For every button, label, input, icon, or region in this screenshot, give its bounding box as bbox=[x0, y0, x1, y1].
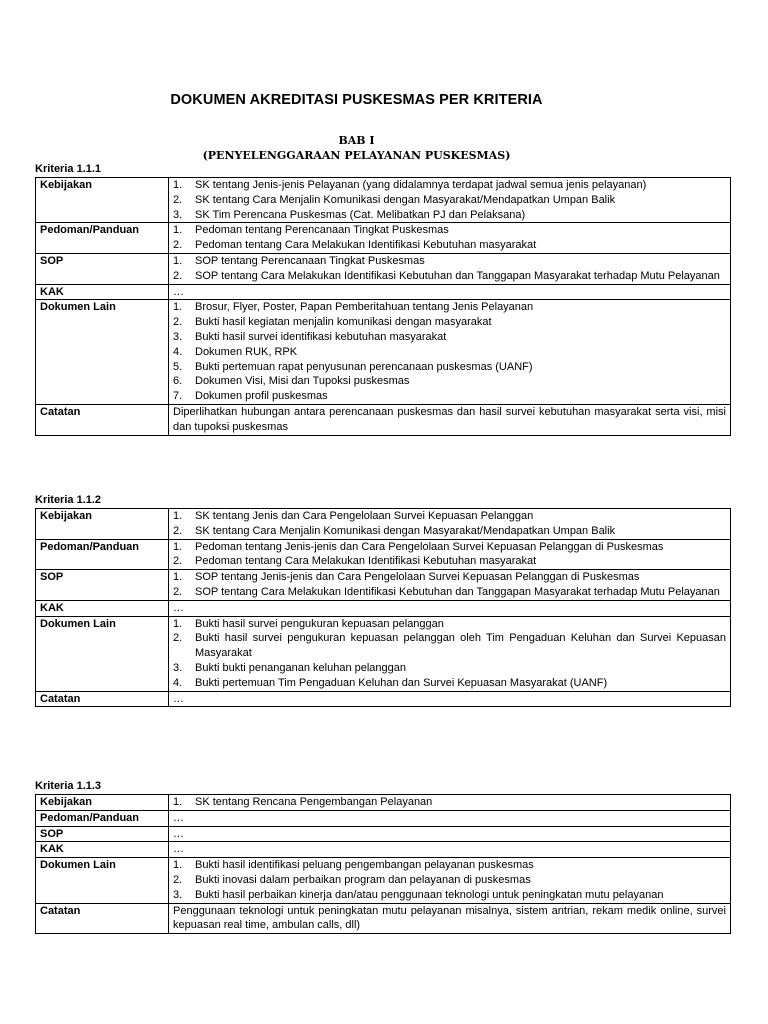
list-number: 2. bbox=[173, 555, 183, 568]
list-item bbox=[173, 178, 726, 193]
list-item bbox=[173, 631, 726, 661]
list-number: 1. bbox=[173, 859, 183, 872]
list-number: 3. bbox=[173, 661, 183, 674]
kriteria-section-1-1-2 bbox=[35, 493, 731, 707]
list-item-text: Bukti hasil identifikasi peluang pengembangan pelayanan puskesmas bbox=[195, 859, 534, 872]
list-item-text: Pedoman tentang Cara Melakukan Identifikasi Kebutuhan masyarakat bbox=[195, 239, 537, 252]
row-content bbox=[169, 826, 731, 842]
row-label: KAK bbox=[36, 842, 169, 858]
list-item bbox=[173, 208, 726, 223]
criteria-table bbox=[35, 794, 731, 934]
row-content bbox=[169, 691, 731, 707]
chapter-label: BAB I bbox=[338, 134, 375, 147]
row-pedoman-panduan bbox=[36, 539, 731, 570]
row-label: KAK bbox=[36, 284, 169, 300]
row-content bbox=[169, 509, 731, 540]
list-item-text: SK tentang Cara Menjalin Komunikasi dengan Masyarakat/Mendapatkan Umpan Balik bbox=[195, 193, 616, 206]
row-content bbox=[169, 300, 731, 405]
row-kak bbox=[36, 600, 731, 616]
list-number: 2. bbox=[173, 239, 183, 252]
row-label: Pedoman/Panduan bbox=[36, 539, 169, 570]
list-item bbox=[173, 345, 726, 360]
list-item bbox=[173, 524, 726, 539]
list-number: 4. bbox=[173, 676, 183, 689]
row-content bbox=[169, 842, 731, 858]
row-text: … bbox=[173, 827, 184, 840]
list-item-text: Pedoman tentang Jenis-jenis dan Cara Pengelolaan Survei Kepuasan Pelanggan di Puskesmas bbox=[195, 540, 664, 553]
document-list bbox=[173, 617, 726, 691]
list-number: 2. bbox=[173, 316, 183, 329]
list-number: 2. bbox=[173, 632, 183, 645]
list-item-text: SOP tentang Cara Melakukan Identifikasi Kebutuhan dan Tanggapan Masyarakat terhadap Mutu Pelayanan bbox=[195, 585, 720, 598]
chapter-subtitle: (PENYELENGGARAAN PELAYANAN PUSKESMAS) bbox=[202, 149, 511, 162]
list-item bbox=[173, 888, 726, 903]
list-item-text: Bukti pertemuan rapat penyusunan perencanaan puskesmas (UANF) bbox=[195, 360, 533, 373]
list-item bbox=[173, 617, 726, 632]
kriteria-label: Kriteria 1.1.3 bbox=[35, 780, 102, 792]
list-item-text: Dokumen profil puskesmas bbox=[195, 390, 328, 403]
list-number: 3. bbox=[173, 888, 183, 901]
list-item-text: Pedoman tentang Perencanaan Tingkat Puskesmas bbox=[195, 224, 449, 237]
document-list bbox=[173, 795, 726, 810]
row-text: Penggunaan teknologi untuk peningkatan mutu pelayanan misalnya, sistem antrian, rekam medik online, survei kepuasan real time, ambulan calls, dll) bbox=[173, 904, 726, 932]
row-text: … bbox=[173, 601, 184, 614]
document-list bbox=[173, 254, 726, 284]
list-number: 1. bbox=[173, 301, 183, 314]
list-number: 1. bbox=[173, 510, 183, 522]
list-item bbox=[173, 585, 726, 600]
list-number: 2. bbox=[173, 873, 183, 886]
criteria-table bbox=[35, 177, 731, 436]
list-item-text: SK tentang Jenis dan Cara Pengelolaan Survei Kepuasan Pelanggan bbox=[195, 510, 534, 522]
document-list bbox=[173, 570, 726, 600]
list-number: 1. bbox=[173, 254, 183, 267]
chapter-heading bbox=[0, 133, 713, 163]
list-item bbox=[173, 360, 726, 375]
list-item bbox=[173, 254, 726, 269]
row-dokumen-lain bbox=[36, 858, 731, 903]
list-item-text: Bukti inovasi dalam perbaikan program dan pelayanan di puskesmas bbox=[195, 873, 531, 886]
list-item-text: SOP tentang Jenis-jenis dan Cara Pengelolaan Survei Kepuasan Pelanggan di Puskesmas bbox=[195, 571, 640, 584]
list-item bbox=[173, 676, 726, 691]
list-item bbox=[173, 570, 726, 585]
list-item bbox=[173, 873, 726, 888]
kriteria-section-1-1-3 bbox=[35, 779, 731, 934]
list-item bbox=[173, 389, 726, 404]
row-content bbox=[169, 600, 731, 616]
list-item-text: SK tentang Jenis-jenis Pelayanan (yang didalamnya terdapat jadwal semua jenis pelayanan) bbox=[195, 179, 647, 191]
row-content bbox=[169, 795, 731, 811]
row-label: Catatan bbox=[36, 903, 169, 934]
list-item bbox=[173, 858, 726, 873]
list-number: 2. bbox=[173, 193, 183, 206]
kriteria-label: Kriteria 1.1.2 bbox=[35, 494, 102, 506]
row-kak bbox=[36, 284, 731, 300]
row-label: Dokumen Lain bbox=[36, 616, 169, 691]
list-number: 7. bbox=[173, 390, 183, 403]
list-number: 1. bbox=[173, 796, 183, 808]
list-item bbox=[173, 238, 726, 253]
list-number: 2. bbox=[173, 524, 183, 537]
row-content bbox=[169, 810, 731, 826]
list-item bbox=[173, 300, 726, 315]
row-pedoman-panduan bbox=[36, 223, 731, 254]
row-text: Diperlihatkan hubungan antara perencanaan puskesmas dan hasil survei kebutuhan masyarakat serta visi, misi dan tupoksi puskesmas bbox=[173, 405, 726, 433]
row-sop bbox=[36, 826, 731, 842]
document-list bbox=[173, 223, 726, 253]
list-item-text: Bukti hasil survei pengukuran kepuasan pelanggan oleh Tim Pengaduan Keluhan dan Survei Kepuasan Masyarakat bbox=[195, 632, 726, 660]
criteria-table bbox=[35, 508, 731, 707]
list-item bbox=[173, 554, 726, 569]
row-text: … bbox=[173, 285, 184, 298]
list-item bbox=[173, 223, 726, 238]
list-number: 6. bbox=[173, 375, 183, 388]
row-kebijakan bbox=[36, 509, 731, 540]
row-content bbox=[169, 178, 731, 223]
row-label: Dokumen Lain bbox=[36, 858, 169, 903]
list-number: 1. bbox=[173, 540, 183, 553]
row-label: Kebijakan bbox=[36, 178, 169, 223]
row-content bbox=[169, 616, 731, 691]
row-dokumen-lain bbox=[36, 300, 731, 405]
list-item bbox=[173, 315, 726, 330]
list-item-text: SK tentang Cara Menjalin Komunikasi dengan Masyarakat/Mendapatkan Umpan Balik bbox=[195, 524, 616, 537]
document-list bbox=[173, 509, 726, 539]
row-sop bbox=[36, 570, 731, 601]
list-item bbox=[173, 193, 726, 208]
document-title: DOKUMEN AKREDITASI PUSKESMAS PER KRITERIA bbox=[170, 92, 543, 108]
row-kebijakan bbox=[36, 795, 731, 811]
list-item-text: SOP tentang Perencanaan Tingkat Puskesmas bbox=[195, 254, 425, 267]
row-dokumen-lain bbox=[36, 616, 731, 691]
row-label: SOP bbox=[36, 570, 169, 601]
list-item bbox=[173, 540, 726, 555]
row-content bbox=[169, 570, 731, 601]
row-label: Pedoman/Panduan bbox=[36, 223, 169, 254]
list-item-text: Bukti pertemuan Tim Pengaduan Keluhan dan Survei Kepuasan Masyarakat (UANF) bbox=[195, 676, 608, 689]
list-number: 1. bbox=[173, 224, 183, 237]
list-number: 3. bbox=[173, 208, 183, 221]
row-label: Kebijakan bbox=[36, 509, 169, 540]
list-item-text: SK tentang Rencana Pengembangan Pelayanan bbox=[195, 796, 433, 808]
list-number: 2. bbox=[173, 585, 183, 598]
list-item-text: SK Tim Perencana Puskesmas (Cat. Melibatkan PJ dan Pelaksana) bbox=[195, 208, 526, 221]
list-item-text: Bukti bukti penanganan keluhan pelanggan bbox=[195, 661, 407, 674]
list-number: 1. bbox=[173, 179, 183, 191]
list-item-text: Bukti hasil survei pengukuran kepuasan pelanggan bbox=[195, 617, 444, 630]
row-label: Kebijakan bbox=[36, 795, 169, 811]
row-content bbox=[169, 539, 731, 570]
row-pedoman-panduan bbox=[36, 810, 731, 826]
row-label: KAK bbox=[36, 600, 169, 616]
row-kak bbox=[36, 842, 731, 858]
row-content bbox=[169, 858, 731, 903]
row-content bbox=[169, 903, 731, 934]
row-text: … bbox=[173, 692, 184, 705]
row-text: … bbox=[173, 811, 184, 824]
list-item-text: Brosur, Flyer, Poster, Papan Pemberitahuan tentang Jenis Pelayanan bbox=[195, 301, 534, 314]
list-item bbox=[173, 509, 726, 524]
list-item-text: Dokumen Visi, Misi dan Tupoksi puskesmas bbox=[195, 375, 410, 388]
row-sop bbox=[36, 253, 731, 284]
document-list bbox=[173, 178, 726, 222]
row-kebijakan bbox=[36, 178, 731, 223]
document-list bbox=[173, 540, 726, 570]
row-label: Pedoman/Panduan bbox=[36, 810, 169, 826]
row-label: Catatan bbox=[36, 691, 169, 707]
row-catatan bbox=[36, 404, 731, 435]
document-list bbox=[173, 300, 726, 404]
row-label: Catatan bbox=[36, 404, 169, 435]
row-label: SOP bbox=[36, 253, 169, 284]
row-content bbox=[169, 404, 731, 435]
list-item-text: Pedoman tentang Cara Melakukan Identifikasi Kebutuhan masyarakat bbox=[195, 555, 537, 568]
row-label: Dokumen Lain bbox=[36, 300, 169, 405]
list-item-text: Bukti hasil perbaikan kinerja dan/atau penggunaan teknologi untuk peningkatan mutu pelayanan bbox=[195, 888, 664, 901]
list-item bbox=[173, 795, 726, 810]
kriteria-section-1-1-1 bbox=[35, 162, 731, 436]
list-number: 2. bbox=[173, 269, 183, 282]
row-content bbox=[169, 223, 731, 254]
list-number: 1. bbox=[173, 571, 183, 584]
list-item-text: Bukti hasil survei identifikasi kebutuhan masyarakat bbox=[195, 330, 447, 343]
list-item bbox=[173, 330, 726, 345]
list-item-text: Dokumen RUK, RPK bbox=[195, 345, 298, 358]
kriteria-label: Kriteria 1.1.1 bbox=[35, 163, 102, 175]
row-catatan bbox=[36, 691, 731, 707]
list-number: 1. bbox=[173, 617, 183, 630]
list-number: 5. bbox=[173, 360, 183, 373]
list-item-text: Bukti hasil kegiatan menjalin komunikasi dengan masyarakat bbox=[195, 316, 492, 329]
list-item bbox=[173, 374, 726, 389]
row-content bbox=[169, 253, 731, 284]
list-number: 3. bbox=[173, 330, 183, 343]
row-content bbox=[169, 284, 731, 300]
list-item-text: SOP tentang Cara Melakukan Identifikasi Kebutuhan dan Tanggapan Masyarakat terhadap Mutu Pelayanan bbox=[195, 269, 720, 282]
list-item bbox=[173, 661, 726, 676]
row-label: SOP bbox=[36, 826, 169, 842]
document-list bbox=[173, 858, 726, 902]
row-text: … bbox=[173, 843, 184, 856]
list-item bbox=[173, 269, 726, 284]
list-number: 4. bbox=[173, 345, 183, 358]
row-catatan bbox=[36, 903, 731, 934]
